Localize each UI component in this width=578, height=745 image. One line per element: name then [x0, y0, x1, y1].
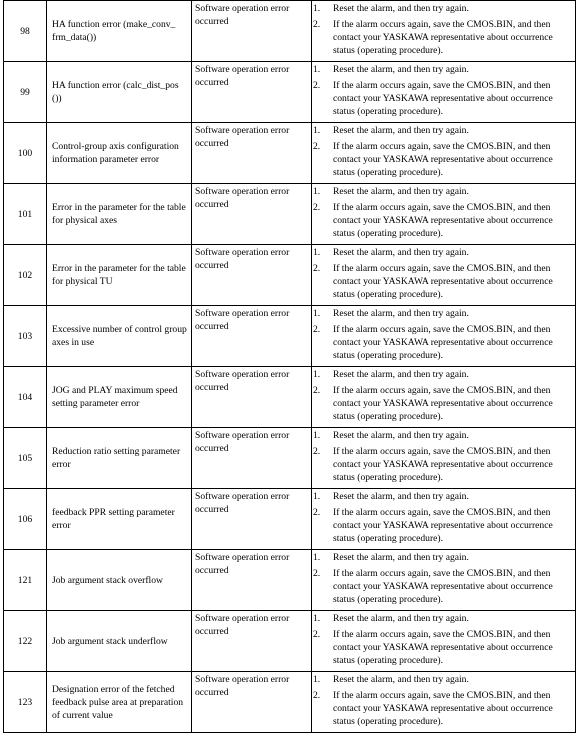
alarm-remedy-cell [312, 611, 576, 672]
alarm-name-cell: Designation error of the fetched feedback pulse area at preparation of current value [47, 672, 192, 733]
remedy-step-text: Reset the alarm, and then try again. [333, 247, 469, 258]
alarm-name-cell: HA function error (make_conv_ frm_data()) [47, 1, 192, 62]
remedy-step-number: 2. [313, 141, 321, 152]
remedy-step [312, 307, 572, 320]
alarm-cause-cell: Software operation error occurred [192, 367, 312, 428]
remedy-step [312, 124, 572, 137]
remedy-step [312, 18, 572, 57]
alarm-number-cell: 121 [4, 550, 47, 611]
alarm-number-cell: 99 [4, 62, 47, 123]
remedy-step-number: 2. [313, 446, 321, 457]
table-row [4, 123, 576, 184]
remedy-step [312, 2, 572, 15]
alarm-remedy-cell [312, 489, 576, 550]
table-row [4, 611, 576, 672]
alarm-remedy-cell [312, 672, 576, 733]
alarm-cause-cell: Software operation error occurred [192, 611, 312, 672]
remedy-step [312, 506, 572, 545]
alarm-name-cell: Control-group axis configuration information parameter error [47, 123, 192, 184]
remedy-step-number: 2. [313, 507, 321, 518]
remedy-step-number: 2. [313, 690, 321, 701]
alarm-number-cell: 103 [4, 306, 47, 367]
table-row [4, 672, 576, 733]
alarm-number-cell: 101 [4, 184, 47, 245]
alarm-remedy-cell [312, 184, 576, 245]
remedy-step [312, 63, 572, 76]
remedy-step [312, 384, 572, 423]
alarm-name-cell: Reduction ratio setting parameter error [47, 428, 192, 489]
alarm-number-cell: 102 [4, 245, 47, 306]
remedy-step-number: 2. [313, 568, 321, 579]
remedy-step [312, 445, 572, 484]
remedy-step-number: 1. [313, 552, 321, 563]
table-row [4, 245, 576, 306]
alarm-cause-cell: Software operation error occurred [192, 550, 312, 611]
alarm-name-cell: Error in the parameter for the table for physical axes [47, 184, 192, 245]
alarm-name-cell: Job argument stack underflow [47, 611, 192, 672]
remedy-step-number: 1. [313, 125, 321, 136]
remedy-step-text: Reset the alarm, and then try again. [333, 674, 469, 685]
remedy-step-text: Reset the alarm, and then try again. [333, 613, 469, 624]
alarm-name-cell: Excessive number of control group axes in use [47, 306, 192, 367]
alarm-cause-cell: Software operation error occurred [192, 245, 312, 306]
remedy-step-text: If the alarm occurs again, save the CMOS.BIN, and then contact your YASKAWA representative about occurrence status (operating procedure). [333, 446, 553, 483]
remedy-step-number: 2. [313, 385, 321, 396]
remedy-step-text: If the alarm occurs again, save the CMOS.BIN, and then contact your YASKAWA representative about occurrence status (operating procedure). [333, 263, 553, 300]
remedy-step-text: Reset the alarm, and then try again. [333, 64, 469, 75]
remedy-step-text: Reset the alarm, and then try again. [333, 308, 469, 319]
remedy-step [312, 201, 572, 240]
table-row [4, 367, 576, 428]
table-row [4, 306, 576, 367]
alarm-number-cell: 106 [4, 489, 47, 550]
remedy-step [312, 429, 572, 442]
remedy-step [312, 551, 572, 564]
remedy-step [312, 689, 572, 728]
remedy-step-number: 1. [313, 369, 321, 380]
alarm-cause-cell: Software operation error occurred [192, 184, 312, 245]
remedy-step-number: 1. [313, 186, 321, 197]
alarm-name-cell: Job argument stack overflow [47, 550, 192, 611]
remedy-step-text: If the alarm occurs again, save the CMOS.BIN, and then contact your YASKAWA representative about occurrence status (operating procedure). [333, 385, 553, 422]
remedy-step [312, 567, 572, 606]
remedy-step-text: Reset the alarm, and then try again. [333, 491, 469, 502]
table-row [4, 62, 576, 123]
remedy-step [312, 79, 572, 118]
alarm-number-cell: 100 [4, 123, 47, 184]
alarm-table [3, 0, 576, 733]
remedy-step-text: If the alarm occurs again, save the CMOS.BIN, and then contact your YASKAWA representative about occurrence status (operating procedure). [333, 629, 553, 666]
remedy-step [312, 628, 572, 667]
alarm-remedy-cell [312, 123, 576, 184]
remedy-step-number: 1. [313, 491, 321, 502]
remedy-step [312, 323, 572, 362]
table-row [4, 184, 576, 245]
remedy-step-text: If the alarm occurs again, save the CMOS.BIN, and then contact your YASKAWA representative about occurrence status (operating procedure). [333, 690, 553, 727]
alarm-remedy-cell [312, 428, 576, 489]
table-row [4, 489, 576, 550]
alarm-name-cell: Error in the parameter for the table for physical TU [47, 245, 192, 306]
alarm-number-cell: 122 [4, 611, 47, 672]
remedy-step-text: Reset the alarm, and then try again. [333, 430, 469, 441]
table-row [4, 428, 576, 489]
table-row [4, 550, 576, 611]
remedy-step-number: 2. [313, 202, 321, 213]
alarm-number-cell: 105 [4, 428, 47, 489]
remedy-step-number: 1. [313, 613, 321, 624]
remedy-step [312, 490, 572, 503]
remedy-step [312, 185, 572, 198]
remedy-step-number: 1. [313, 674, 321, 685]
remedy-step-number: 2. [313, 629, 321, 640]
remedy-step-number: 2. [313, 19, 321, 30]
remedy-step-number: 1. [313, 308, 321, 319]
remedy-step [312, 140, 572, 179]
alarm-remedy-cell [312, 306, 576, 367]
remedy-step-text: If the alarm occurs again, save the CMOS.BIN, and then contact your YASKAWA representative about occurrence status (operating procedure). [333, 202, 553, 239]
alarm-cause-cell: Software operation error occurred [192, 428, 312, 489]
alarm-table-body [4, 1, 576, 733]
alarm-name-cell: HA function error (calc_dist_pos ()) [47, 62, 192, 123]
alarm-cause-cell: Software operation error occurred [192, 62, 312, 123]
alarm-cause-cell: Software operation error occurred [192, 489, 312, 550]
remedy-step-number: 1. [313, 3, 321, 14]
alarm-name-cell: JOG and PLAY maximum speed setting parameter error [47, 367, 192, 428]
alarm-remedy-cell [312, 1, 576, 62]
remedy-step-number: 1. [313, 64, 321, 75]
remedy-step-number: 1. [313, 430, 321, 441]
remedy-step-text: If the alarm occurs again, save the CMOS.BIN, and then contact your YASKAWA representative about occurrence status (operating procedure). [333, 324, 553, 361]
alarm-cause-cell: Software operation error occurred [192, 123, 312, 184]
alarm-cause-cell: Software operation error occurred [192, 672, 312, 733]
remedy-step-text: Reset the alarm, and then try again. [333, 125, 469, 136]
alarm-cause-cell: Software operation error occurred [192, 306, 312, 367]
remedy-step [312, 368, 572, 381]
alarm-number-cell: 98 [4, 1, 47, 62]
remedy-step-text: If the alarm occurs again, save the CMOS.BIN, and then contact your YASKAWA representative about occurrence status (operating procedure). [333, 80, 553, 117]
remedy-step [312, 246, 572, 259]
remedy-step-text: If the alarm occurs again, save the CMOS.BIN, and then contact your YASKAWA representative about occurrence status (operating procedure). [333, 19, 553, 56]
remedy-step-text: If the alarm occurs again, save the CMOS.BIN, and then contact your YASKAWA representative about occurrence status (operating procedure). [333, 141, 553, 178]
alarm-remedy-cell [312, 62, 576, 123]
alarm-remedy-cell [312, 245, 576, 306]
remedy-step-text: Reset the alarm, and then try again. [333, 552, 469, 563]
remedy-step-number: 2. [313, 80, 321, 91]
remedy-step [312, 673, 572, 686]
alarm-number-cell: 104 [4, 367, 47, 428]
remedy-step-number: 2. [313, 324, 321, 335]
table-row [4, 1, 576, 62]
alarm-remedy-cell [312, 367, 576, 428]
remedy-step [312, 262, 572, 301]
alarm-remedy-cell [312, 550, 576, 611]
remedy-step-text: Reset the alarm, and then try again. [333, 186, 469, 197]
remedy-step-text: If the alarm occurs again, save the CMOS.BIN, and then contact your YASKAWA representative about occurrence status (operating procedure). [333, 507, 553, 544]
remedy-step-text: If the alarm occurs again, save the CMOS.BIN, and then contact your YASKAWA representative about occurrence status (operating procedure). [333, 568, 553, 605]
alarm-number-cell: 123 [4, 672, 47, 733]
alarm-name-cell: feedback PPR setting parameter error [47, 489, 192, 550]
remedy-step [312, 612, 572, 625]
remedy-step-number: 2. [313, 263, 321, 274]
alarm-cause-cell: Software operation error occurred [192, 1, 312, 62]
remedy-step-text: Reset the alarm, and then try again. [333, 3, 469, 14]
remedy-step-text: Reset the alarm, and then try again. [333, 369, 469, 380]
remedy-step-number: 1. [313, 247, 321, 258]
